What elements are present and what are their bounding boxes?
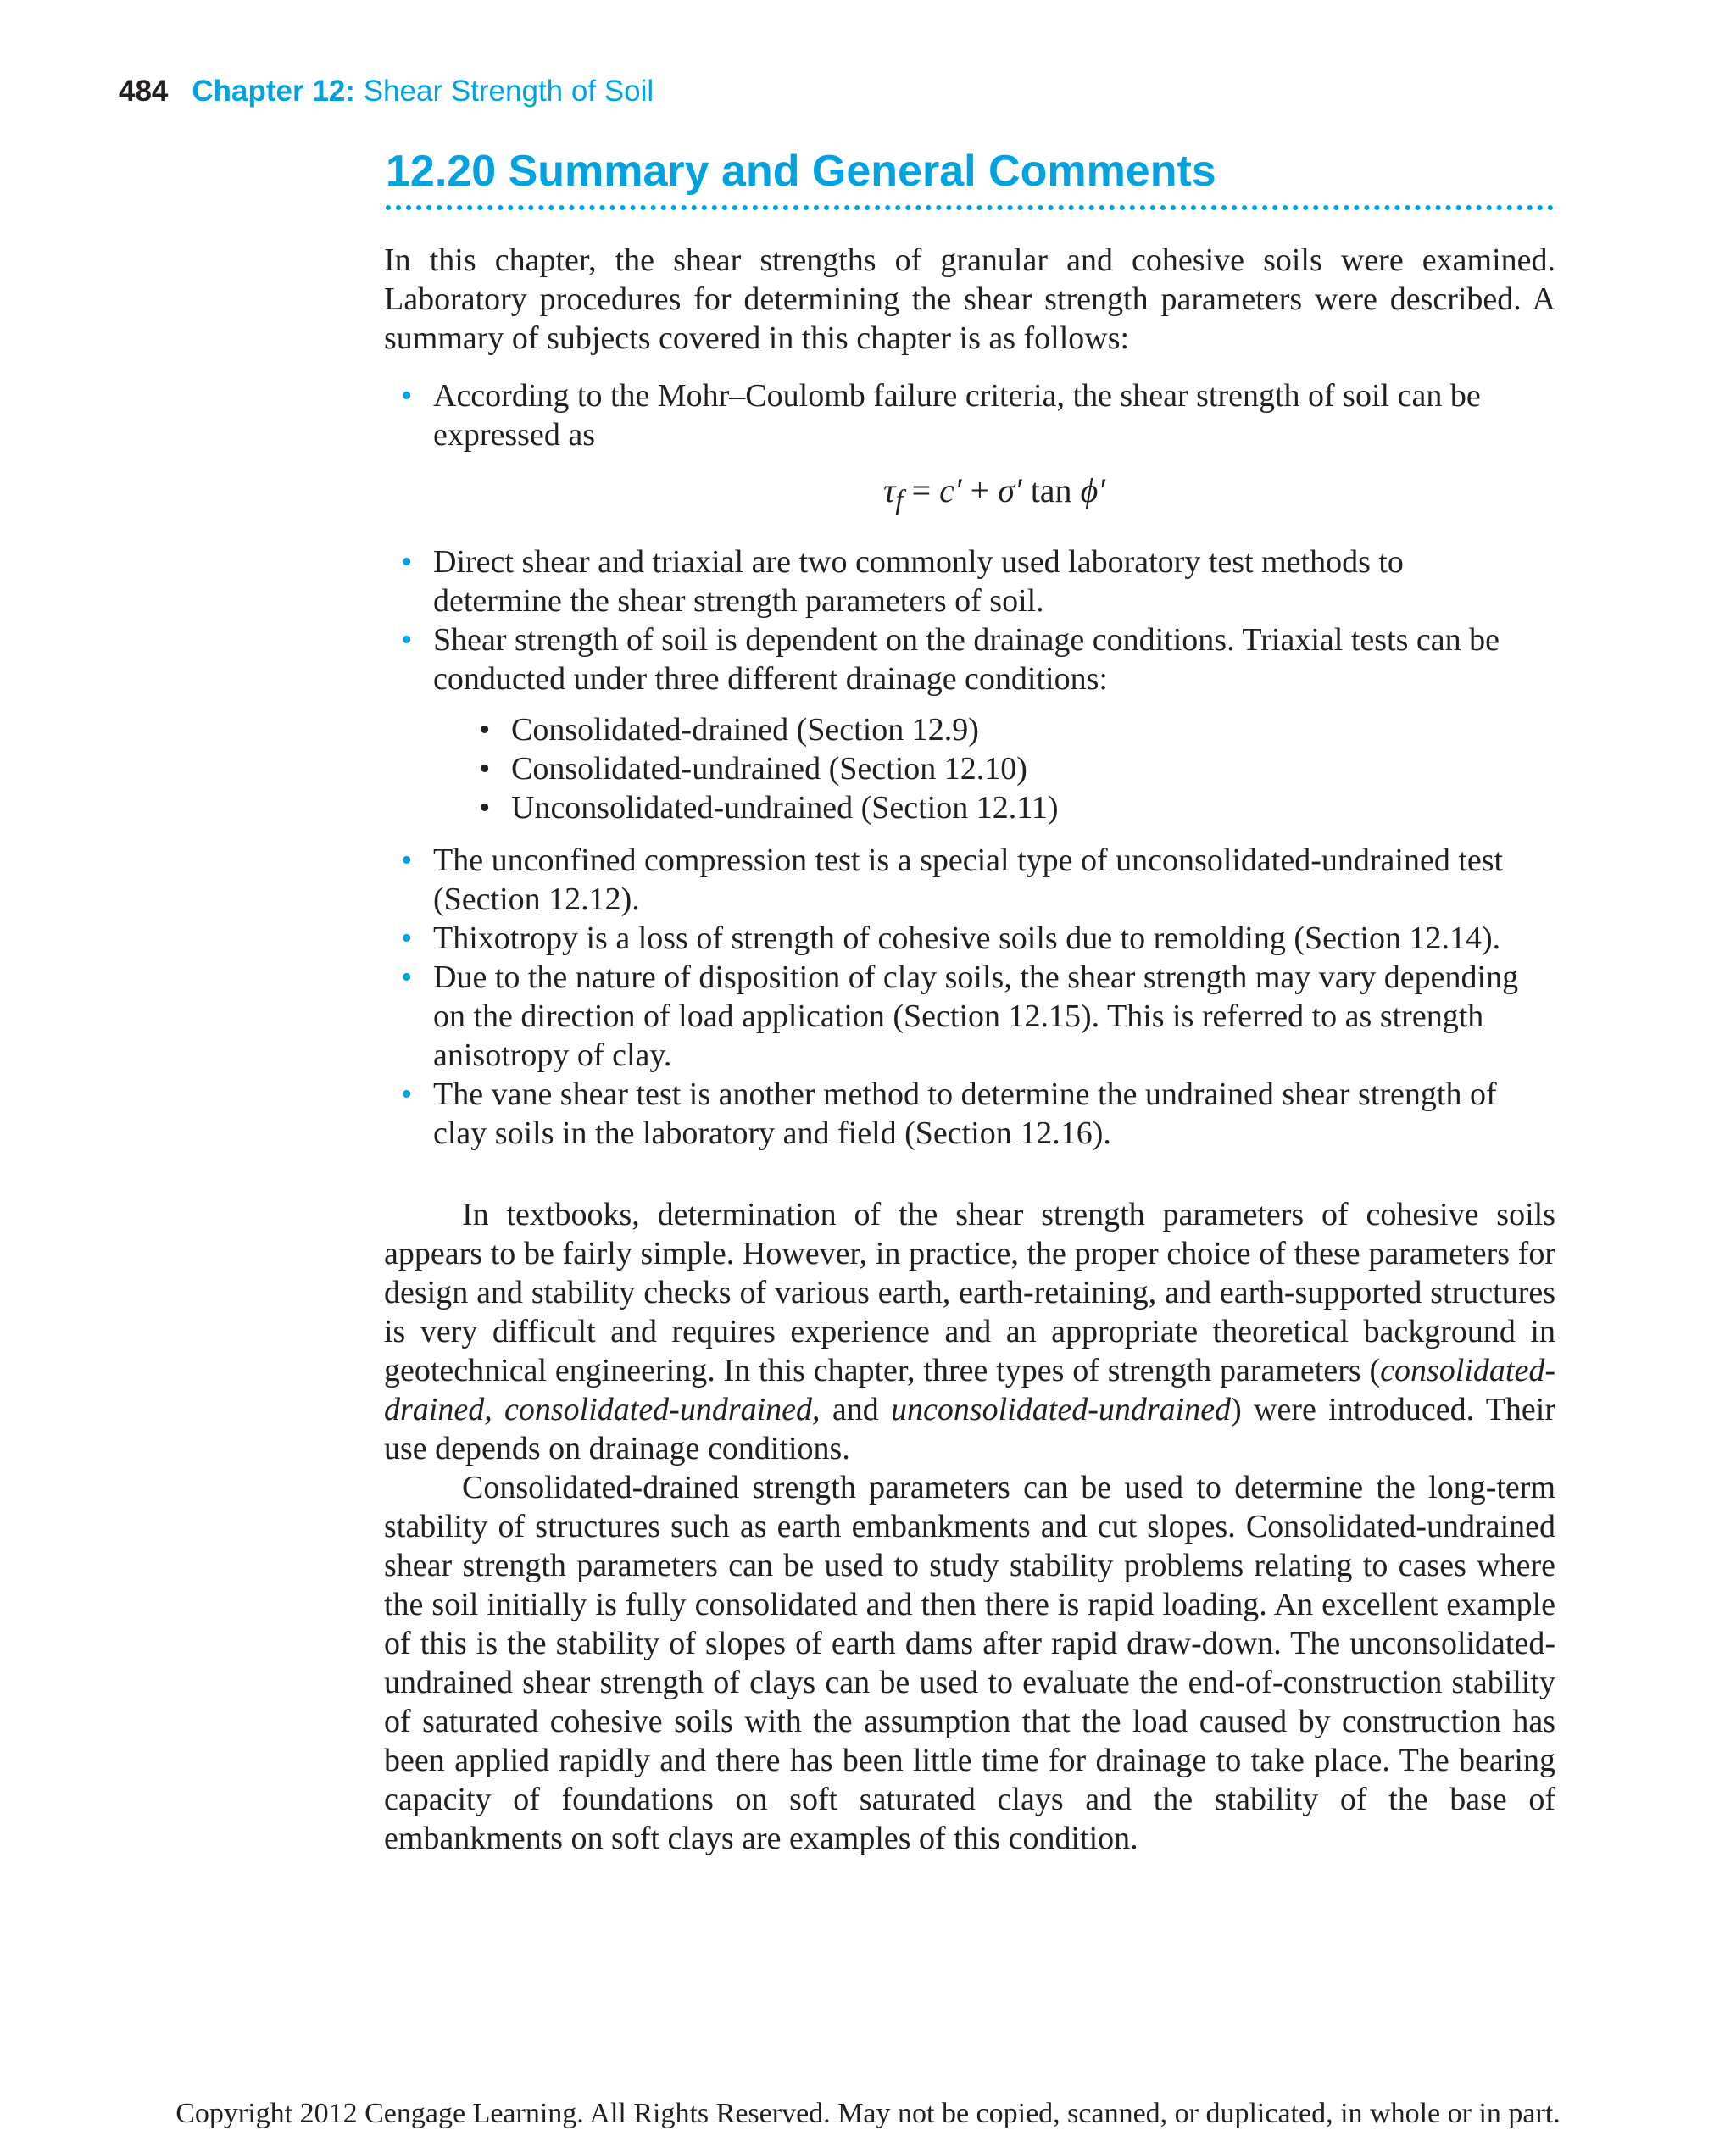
equation-equals: = — [911, 471, 932, 509]
bullet-icon: • — [401, 1076, 413, 1112]
bullet-icon: • — [401, 843, 413, 878]
intro-paragraph: In this chapter, the shear strengths of granular and cohesive soils were examined. Laboratory procedures for determining the shear strength parameters were described. A summary of subjects covered in this chapter is as follows: — [384, 242, 1555, 356]
list-item-text: Direct shear and triaxial are two commonly used laboratory test methods to determine the shear strength parameters of soil. — [433, 544, 1404, 619]
list-item-text: Due to the nature of disposition of clay soils, the shear strength may vary depending on the direction of load application (Section 12.15). This is referred to as strength anisotropy of clay. — [433, 959, 1519, 1073]
bullet-icon: • — [401, 622, 413, 658]
summary-list — [384, 542, 1555, 1153]
bullet-icon: • — [401, 378, 413, 414]
copyright-footer: Copyright 2012 Cengage Learning. All Rights Reserved. May not be copied, scanned, or duplicated, in whole or in part. — [175, 2098, 1561, 2129]
list-item-text: The vane shear test is another method to determine the undrained shear strength of clay soils in the laboratory and field (Section 12.16). — [433, 1076, 1497, 1151]
equation-plus: + — [970, 471, 990, 509]
discussion-section — [384, 1195, 1555, 1858]
sub-bullet-icon: • — [479, 790, 491, 826]
list-item — [384, 1075, 1555, 1153]
list-item — [384, 919, 1555, 958]
chapter-title: Shear Strength of Soil — [363, 75, 654, 108]
chapter-label: Chapter 12: — [192, 75, 355, 108]
section-divider — [386, 205, 1554, 210]
body-paragraph: Consolidated-drained strength parameters can be used to determine the long-term stability of structures such as earth embankments and cut slopes. Consolidated-undrained shear strength parameters can be used to study stability problems relating to cases where the soil initially is fully consolidated and then there is rapid loading. An excellent example of this is the stability of slopes of earth dams after rapid draw-down. The unconsolidated-undrained shear strength of clays can be used to evaluate the end-of-construction stability of saturated cohesive soils with the assumption that the load caused by construction has been applied rapidly and there has been little time for drainage to take place. The bearing capacity of foundations on soft saturated clays and the stability of the base of embankments on soft clays are examples of this condition. — [384, 1470, 1555, 1856]
bullet-icon: • — [401, 544, 413, 580]
sub-list-item — [433, 710, 1522, 749]
mohr-coulomb-equation — [433, 454, 1555, 542]
running-head — [119, 71, 654, 112]
sub-list-item-text: Consolidated-undrained (Section 12.10) — [511, 751, 1027, 787]
sub-bullet-icon: • — [479, 751, 491, 787]
equation-subscript: f — [895, 485, 904, 516]
sub-list-item-text: Unconsolidated-undrained (Section 12.11) — [511, 790, 1059, 826]
list-item — [384, 620, 1555, 827]
list-item-text: Shear strength of soil is dependent on the drainage conditions. Triaxial tests can be conducted under three different drainage conditions: — [433, 622, 1500, 697]
equation-tau: τ — [882, 471, 896, 509]
body-paragraph: In textbooks, determination of the shear strength parameters of cohesive soils appears to be fairly simple. However, in practice, the proper choice of these parameters for design and stability checks of various earth, earth-retaining, and earth-supported structures is very difficult and requires experience and an appropriate theoretical background in geotechnical engineering. In this chapter, three types of strength parameters (consolidated-drained, consolidated-undrained, and unconsolidated-undrained) were introduced. Their use depends on drainage conditions. — [384, 1197, 1555, 1466]
list-item — [384, 958, 1555, 1075]
sub-bullet-icon: • — [479, 712, 491, 748]
list-item — [384, 376, 1555, 454]
equation-cohesion: c′ — [939, 471, 962, 509]
list-item-text: The unconfined compression test is a special type of unconsolidated-undrained test (Section 12.12). — [433, 843, 1504, 917]
italic-term: consolidated-drained, consolidated-undrained, — [384, 1353, 1555, 1427]
list-item — [384, 542, 1555, 620]
sub-list-item-text: Consolidated-drained (Section 12.9) — [511, 712, 979, 748]
section-title: 12.20 Summary and General Comments — [386, 147, 1216, 196]
page-number: 484 — [119, 75, 169, 108]
page-content — [384, 241, 1555, 1858]
list-item-text: Thixotropy is a loss of strength of cohesive soils due to remolding (Section 12.14). — [433, 921, 1501, 956]
bullet-icon: • — [401, 959, 413, 995]
list-item-text: According to the Mohr–Coulomb failure criteria, the shear strength of soil can be expressed as — [433, 378, 1481, 453]
italic-term: unconsolidated-undrained — [891, 1392, 1232, 1427]
equation-tan: tan — [1030, 471, 1072, 509]
bullet-icon: • — [401, 921, 413, 956]
summary-list — [384, 376, 1555, 454]
list-item — [384, 841, 1555, 919]
equation-sigma: σ′ — [998, 471, 1022, 509]
sub-list-item — [433, 749, 1522, 788]
drainage-conditions-list — [433, 710, 1522, 827]
equation-phi: ϕ′ — [1080, 471, 1106, 509]
sub-list-item — [433, 788, 1522, 827]
